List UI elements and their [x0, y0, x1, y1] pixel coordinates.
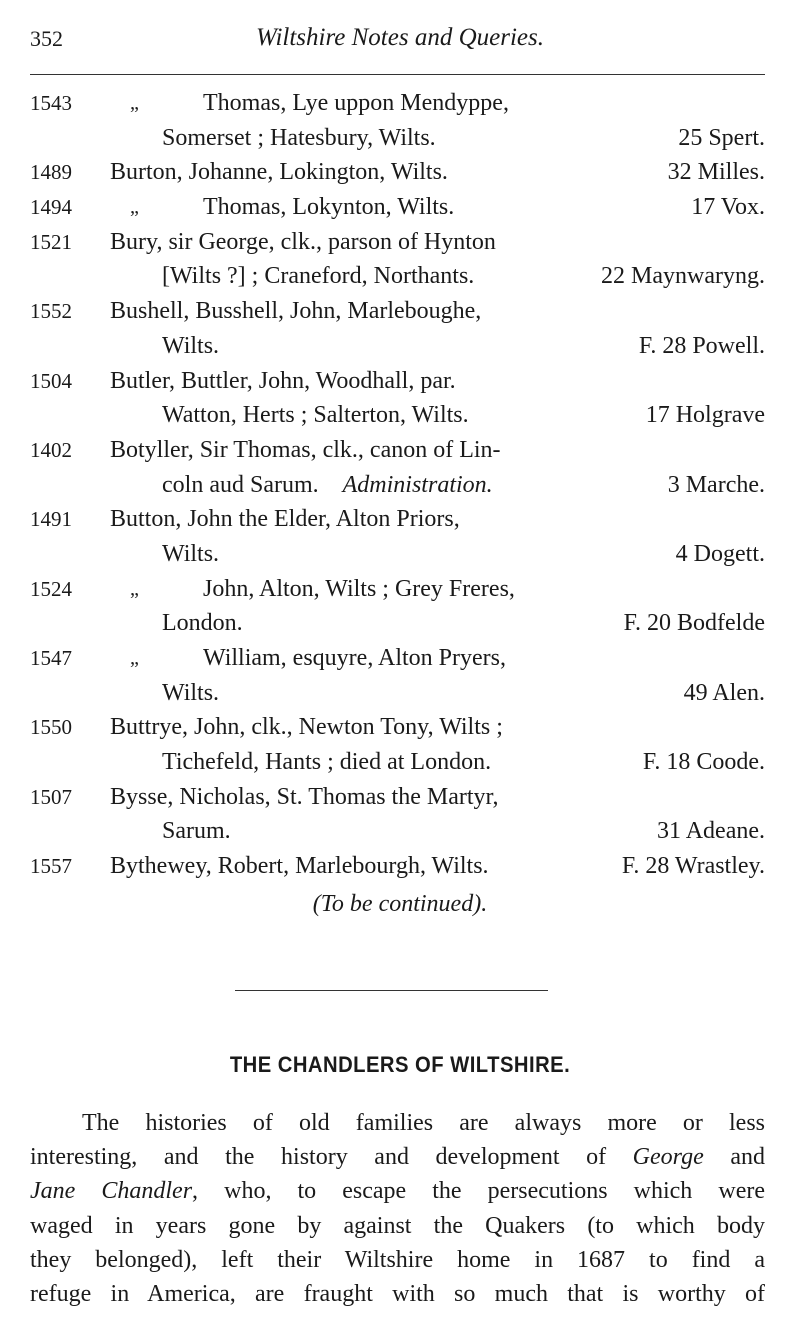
entry-year: 1547 — [30, 646, 72, 670]
entry-line — [0, 641, 800, 676]
entry-line — [0, 329, 800, 364]
entry-reference: F. 18 Coode. — [642, 749, 765, 776]
entry-line — [0, 190, 800, 225]
entry-reference: 25 Spert. — [678, 124, 765, 151]
entry-line — [0, 849, 800, 884]
entry-line — [0, 572, 800, 607]
text-run: The histories of old families are always more or less — [82, 1110, 765, 1136]
entry-text: Somerset ; Hatesbury, Wilts. — [162, 124, 436, 151]
entry-text: Sarum. — [162, 818, 231, 845]
entry — [0, 849, 800, 884]
entry-line — [0, 225, 800, 260]
entry-reference: 3 Marche. — [667, 471, 765, 498]
entry-line — [0, 710, 800, 745]
entry-line — [0, 433, 800, 468]
text-run: , who, to escape the persecutions which were — [192, 1178, 765, 1205]
entry-text: Wilts. — [162, 540, 220, 567]
text-run: interesting, and the history and development of — [30, 1144, 633, 1171]
entry — [0, 155, 800, 190]
entry — [0, 225, 800, 294]
entry-text: John, Alton, Wilts ; Grey Freres, — [203, 575, 515, 602]
entry-text: Buttrye, John, clk., Newton Tony, Wilts ; — [110, 714, 503, 741]
article-paragraph — [30, 1106, 765, 1311]
entry-reference: 31 Adeane. — [657, 818, 765, 845]
entry-line — [0, 780, 800, 815]
entry — [0, 364, 800, 433]
entry-year: 1552 — [30, 299, 72, 324]
entry-line — [0, 121, 800, 156]
entry-year: 1543 — [30, 91, 72, 115]
page-number: 352 — [30, 26, 63, 51]
entry-year: 1524 — [30, 576, 72, 601]
entry-reference: 49 Alen. — [683, 679, 765, 706]
entry-line — [0, 814, 800, 849]
entry-text: Wilts. — [162, 332, 220, 359]
entry-text: Tichefeld, Hants ; died at London. — [162, 749, 492, 776]
entry-year: 1402 — [30, 437, 72, 462]
entry — [0, 433, 800, 502]
entry-reference: 17 Holgrave — [645, 402, 765, 429]
entry — [0, 294, 800, 363]
text-run: refuge in America, are fraught with so much that is worthy of — [30, 1280, 765, 1307]
entry-year: 1521 — [30, 229, 72, 254]
entry-text: William, esquyre, Alton Pryers, — [203, 645, 506, 671]
entry-line — [0, 294, 800, 329]
ditto-mark: „ — [130, 647, 139, 669]
entry-reference: F. 20 Bodfelde — [623, 610, 765, 637]
entry-line — [0, 537, 800, 572]
paragraph-line — [30, 1140, 765, 1174]
entry-reference: F. 28 Powell. — [638, 332, 765, 359]
entry-text: Watton, Herts ; Salterton, Wilts. — [162, 402, 469, 429]
entry — [0, 190, 800, 225]
italic-name: George — [632, 1144, 704, 1171]
header-rule — [30, 74, 765, 75]
entry-text: Thomas, Lye uppon Mendyppe, — [203, 90, 509, 116]
ditto-mark: „ — [130, 577, 139, 600]
entry-line — [0, 398, 800, 433]
entry — [0, 710, 800, 779]
entry-reference: F. 28 Wrastley. — [621, 853, 765, 880]
entry — [0, 86, 800, 155]
entry-text: coln aud Sarum. Administration. — [162, 471, 493, 498]
ditto-mark: „ — [130, 196, 139, 219]
entry-line — [0, 745, 800, 780]
entry-year: 1504 — [30, 368, 72, 393]
article-title: THE CHANDLERS OF WILTSHIRE. — [229, 1052, 571, 1077]
entry-text: Bysse, Nicholas, St. Thomas the Martyr, — [110, 783, 499, 810]
entry-line — [0, 86, 800, 121]
entry-text: Bury, sir George, clk., parson of Hynton — [110, 228, 496, 255]
paragraph-line — [30, 1174, 765, 1208]
entry-note: Administration. — [342, 471, 493, 498]
section-divider — [235, 990, 548, 991]
entry — [0, 572, 800, 641]
italic-name: Jane Chandler — [30, 1178, 193, 1205]
entry-text: London. — [162, 610, 243, 637]
paragraph-line — [30, 1277, 765, 1311]
entry-text: Butler, Buttler, John, Woodhall, par. — [110, 367, 456, 394]
entry-line — [0, 606, 800, 641]
paragraph-line — [30, 1243, 765, 1277]
entry-text: Bythewey, Robert, Marlebourgh, Wilts. — [110, 853, 489, 880]
text-run: they belonged), left their Wiltshire home in 1687 to find a — [30, 1246, 765, 1273]
to-be-continued: (To be continued). — [312, 890, 488, 917]
entry-year: 1507 — [30, 784, 72, 809]
entry — [0, 641, 800, 710]
running-title: Wiltshire Notes and Queries. — [256, 24, 544, 51]
entry — [0, 780, 800, 849]
entry-text: Wilts. — [162, 679, 220, 706]
paragraph-line — [30, 1106, 765, 1140]
will-entries-list — [0, 86, 800, 924]
entry-line — [0, 468, 800, 503]
entry-year: 1494 — [30, 195, 72, 220]
entry-year: 1557 — [30, 854, 72, 879]
entry-reference: 4 Dogett. — [675, 540, 765, 567]
entry-text: Botyller, Sir Thomas, clk., canon of Lin- — [110, 436, 501, 463]
entry-reference: 22 Maynwaryng. — [601, 263, 765, 290]
entry-line — [0, 155, 800, 190]
entry-reference: 32 Milles. — [667, 159, 765, 186]
entry-text: Bushell, Busshell, John, Marleboughe, — [110, 298, 482, 325]
entry-text: Burton, Johanne, Lokington, Wilts. — [110, 159, 448, 186]
entry-year: 1491 — [30, 507, 72, 532]
entry-line — [0, 259, 800, 294]
entry-text: [Wilts ?] ; Craneford, Northants. — [162, 263, 475, 290]
entry-text: Button, John the Elder, Alton Priors, — [110, 506, 460, 533]
entry-year: 1550 — [30, 715, 72, 740]
entry-text: Thomas, Lokynton, Wilts. — [203, 194, 455, 221]
paragraph-line — [30, 1209, 765, 1243]
text-run: waged in years gone by against the Quakers (to which body — [30, 1212, 765, 1239]
ditto-mark: „ — [130, 92, 139, 114]
text-run: and — [703, 1144, 765, 1171]
entry-year: 1489 — [30, 160, 72, 185]
entry-line — [0, 502, 800, 537]
entry — [0, 502, 800, 571]
entry-reference: 17 Vox. — [691, 194, 765, 221]
entry-line — [0, 676, 800, 711]
entry-line — [0, 364, 800, 399]
